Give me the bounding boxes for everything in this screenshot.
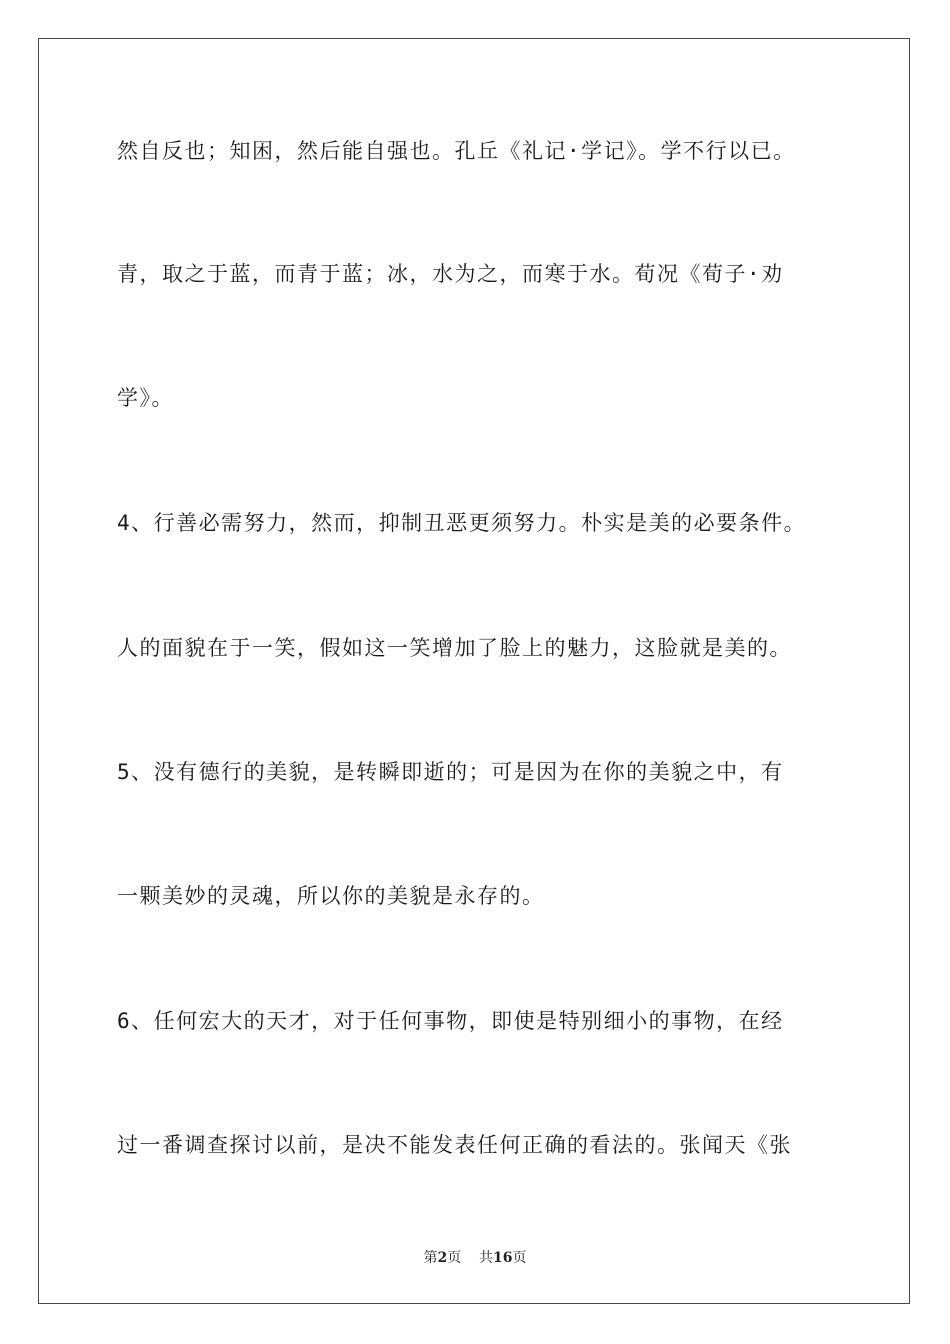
total-page-count: 16 [493, 1250, 513, 1266]
page-border [38, 38, 910, 1304]
body-text-line: 4、行善必需努力，然而，抑制丑恶更须努力。朴实是美的必要条件。 [117, 511, 807, 535]
body-text-line: 过一番调查探讨以前，是决不能发表任何正确的看法的。张闻天《张 [117, 1133, 792, 1157]
body-text-line: 然自反也；知困，然后能自强也。孔丘《礼记·学记》。学不行以已。 [117, 139, 796, 163]
body-text-line: 青，取之于蓝，而青于蓝；冰，水为之，而寒于水。荀况《荀子·劝 [117, 262, 784, 286]
body-text-line: 一颗美妙的灵魂，所以你的美貌是永存的。 [117, 884, 545, 908]
body-text-line: 人的面貌在于一笑，假如这一笑增加了脸上的魅力，这脸就是美的。 [117, 636, 792, 660]
total-prefix: 共 [479, 1250, 494, 1266]
body-text-line: 6、任何宏大的天才，对于任何事物，即使是特别细小的事物，在经 [117, 1009, 784, 1033]
page-footer [0, 1247, 950, 1267]
current-page-number: 2 [437, 1250, 448, 1266]
page-unit: 页 [447, 1250, 462, 1266]
body-text-line: 5、没有德行的美貌，是转瞬即逝的；可是因为在你的美貌之中，有 [117, 760, 784, 784]
total-unit: 页 [512, 1250, 527, 1266]
body-text-line: 学》。 [117, 386, 174, 410]
page-prefix: 第 [423, 1250, 438, 1266]
